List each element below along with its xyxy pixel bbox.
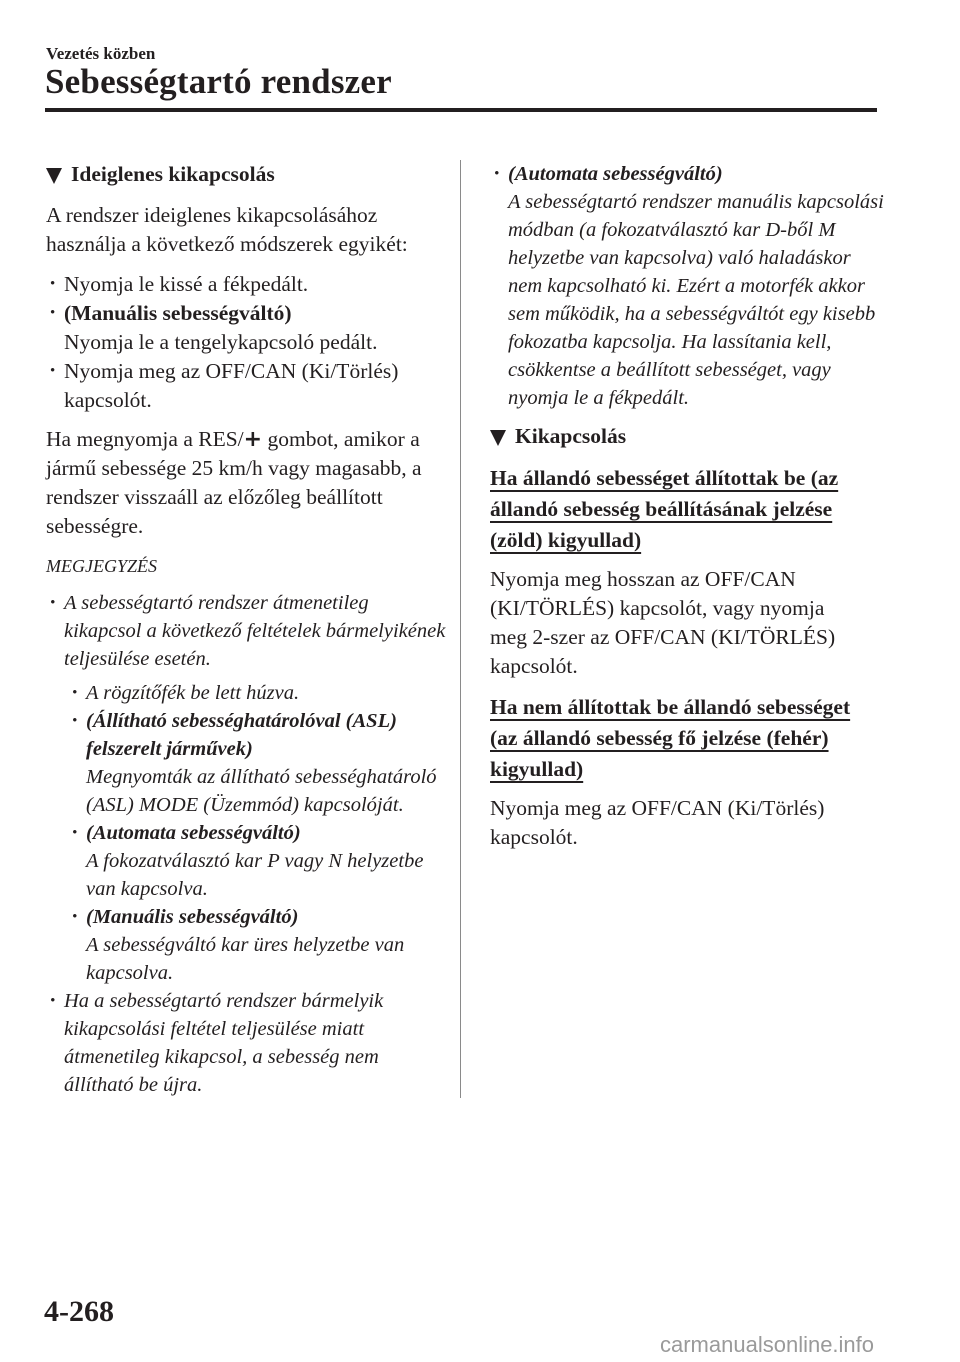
bullet-manual-text: Nyomja le a tengelykapcsoló pedált. bbox=[64, 330, 378, 354]
heading-cancel bbox=[490, 422, 890, 451]
note-sub-asl-title: (Állítható sebességhatárolóval (ASL) felszerelt járművek) bbox=[86, 710, 397, 760]
condition-unset-text: Nyomja meg az OFF/CAN (Ki/Törlés) kapcsolót. bbox=[490, 796, 825, 849]
res-paragraph bbox=[46, 425, 446, 541]
left-column bbox=[46, 160, 446, 1099]
right-column bbox=[490, 160, 890, 863]
note-auto-text: A sebességtartó rendszer manuális kapcsolási módban (a fokozatválasztó kar D-ből M helyzetbe van kapcsolva) való haladáskor nem kapcsolható ki. Ezért a motorfék akkor sem működik, ha a sebességváltót egy kisebb fokozatba kapcsolja. Ha lassítania kell, csökkentse a beállított sebességet, vagy nyomja le a fékpedált. bbox=[508, 191, 884, 409]
res-text-pre: Ha megnyomja a RES/ bbox=[46, 427, 244, 451]
bullet-off-can: • Nyomja meg az OFF/CAN (Ki/Törlés) kapcsolót. bbox=[46, 357, 446, 415]
plus-icon: + bbox=[243, 427, 263, 452]
condition-unset-heading: Ha nem állítottak be állandó sebességet (az állandó sebesség fő jelzése (fehér) kigyullad) bbox=[490, 695, 851, 781]
condition-set-text: Nyomja meg hosszan az OFF/CAN (KI/TÖRLÉS) kapcsolót, vagy nyomja meg 2-szer az OFF/CAN (KI/TÖRLÉS) kapcsolót. bbox=[490, 567, 836, 678]
bullet-manual-head bbox=[46, 299, 446, 328]
note-heading: MEGJEGYZÉS bbox=[46, 556, 157, 576]
note-sub-auto-title: (Automata sebességváltó) bbox=[86, 822, 301, 844]
watermark: carmanualsonline.info bbox=[660, 1332, 875, 1357]
note-sub-auto bbox=[46, 819, 446, 847]
heading-text: Ideiglenes kikapcsolás bbox=[71, 162, 275, 186]
note-sub-manual-text: A sebességváltó kar üres helyzetbe van kapcsolva. bbox=[86, 934, 405, 984]
note-bullet-2: • Ha a sebességtartó rendszer bármelyik kikapcsolási feltétel teljesülése miatt átmenetileg kikapcsol, a sebesség nem állítható be újra. bbox=[46, 987, 446, 1099]
note-sub-asl bbox=[46, 707, 446, 763]
triangle-bullet-icon bbox=[46, 168, 62, 184]
note-sub-parking-brake: • A rögzítőfék be lett húzva. bbox=[46, 679, 446, 707]
title-rule bbox=[45, 108, 877, 112]
bullet-brake: • Nyomja le kissé a fékpedált. bbox=[46, 270, 446, 299]
note-auto-bullet bbox=[490, 160, 890, 188]
note-auto-title: (Automata sebességváltó) bbox=[508, 163, 723, 185]
note-sub-manual-title: (Manuális sebességváltó) bbox=[86, 906, 299, 928]
note-bullet-1: • A sebességtartó rendszer átmenetileg kikapcsol a következő feltételek bármelyikének teljesülése esetén. bbox=[46, 589, 446, 673]
heading-temporary-off bbox=[46, 160, 446, 189]
heading-text: Kikapcsolás bbox=[515, 424, 627, 448]
note-sub-manual bbox=[46, 903, 446, 931]
page-title: Sebességtartó rendszer bbox=[45, 62, 392, 101]
page-number: 4-268 bbox=[44, 1295, 114, 1328]
note-sub-asl-text: Megnyomták az állítható sebességhatároló (ASL) MODE (Üzemmód) kapcsolóját. bbox=[86, 766, 437, 816]
column-divider bbox=[460, 160, 461, 1098]
section-kicker: Vezetés közben bbox=[46, 44, 156, 63]
note-sub-auto-text: A fokozatválasztó kar P vagy N helyzetbe van kapcsolva. bbox=[86, 850, 424, 900]
intro-paragraph: A rendszer ideiglenes kikapcsolásához használja a következő módszerek egyikét: bbox=[46, 203, 408, 256]
triangle-bullet-icon bbox=[490, 430, 506, 446]
bullet-manual-title: (Manuális sebességváltó) bbox=[64, 301, 292, 325]
res-text-post: gombot, amikor a jármű sebessége 25 km/h vagy magasabb, a rendszer visszaáll az előzőleg beállított sebességre. bbox=[46, 427, 422, 538]
condition-set-heading: Ha állandó sebességet állítottak be (az állandó sebesség beállításának jelzése (zöld) kigyullad) bbox=[490, 466, 839, 552]
